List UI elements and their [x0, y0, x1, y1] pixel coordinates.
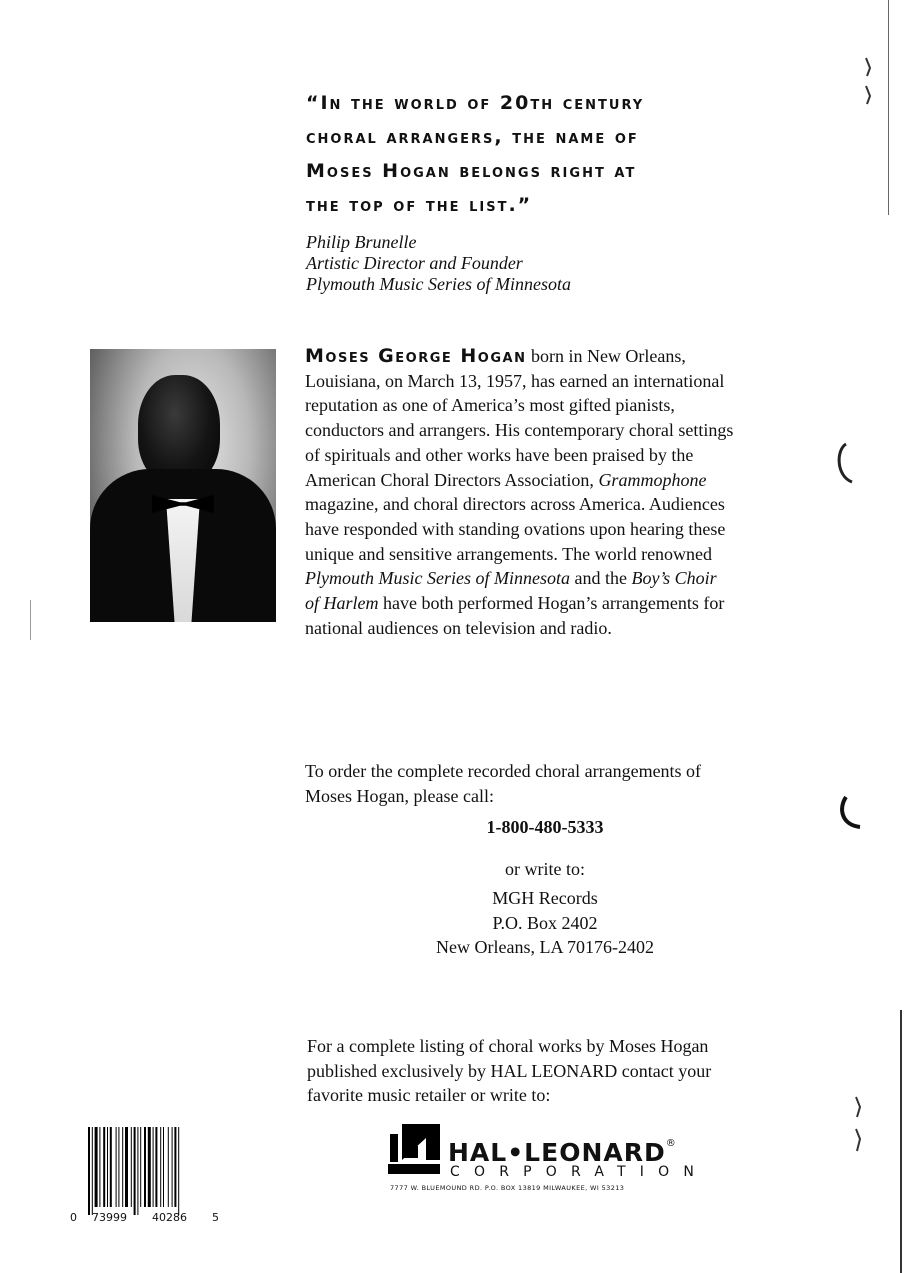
bio-text: and the: [569, 568, 632, 589]
barcode-bar: [174, 1127, 176, 1207]
bio-text: born in New Orleans,: [526, 346, 686, 366]
staple-mark-icon: [862, 56, 876, 106]
barcode-bar: [110, 1127, 112, 1207]
barcode-bar: [153, 1127, 154, 1207]
quote-line: choral arrangers, the name of: [306, 126, 639, 148]
quote-attribution: [306, 232, 726, 295]
barcode: [70, 1125, 220, 1225]
bio-italic: Plymouth Music Series of Minnesota: [305, 568, 570, 589]
listing-info: [307, 1034, 787, 1108]
barcode-bar: [144, 1127, 146, 1207]
binding-hole-mark-icon: [832, 440, 858, 488]
barcode-bar: [155, 1127, 157, 1207]
barcode-bar: [103, 1127, 105, 1207]
barcode-lead-digit: 0: [70, 1211, 77, 1224]
barcode-bar: [125, 1127, 128, 1207]
barcode-bars-icon: [86, 1127, 206, 1215]
barcode-bar: [178, 1127, 179, 1215]
barcode-bar: [122, 1127, 123, 1207]
barcode-bar: [95, 1127, 98, 1207]
bio-italic: Boy’s Choir: [631, 568, 717, 589]
staple-mark-icon: [852, 1095, 866, 1155]
bio-text: have both performed Hogan’s arrangements for: [378, 593, 725, 614]
barcode-bar: [99, 1127, 100, 1207]
quote-line: “In the world of 20th century: [306, 92, 645, 114]
bio-name: Moses George Hogan: [305, 345, 527, 367]
binding-hole-mark-icon: [836, 795, 862, 835]
bio-text: American Choral Directors Association,: [305, 469, 599, 490]
barcode-bar: [148, 1127, 151, 1207]
bio-text: have responded with standing ovations upon hearing these: [305, 518, 726, 539]
registered-mark: ®: [665, 1138, 677, 1149]
bio-text: Louisiana, on March 13, 1957, has earned an international: [305, 370, 725, 391]
order-text: Moses Hogan, please call:: [305, 785, 494, 806]
attribution-name: Philip Brunelle: [306, 232, 417, 252]
bio-text: magazine, and choral directors across America. Audiences: [305, 494, 725, 515]
quote-line: the top of the list.”: [306, 194, 533, 216]
bio-text: reputation as one of America’s most gifted pianists,: [305, 395, 675, 416]
bio-italic: of Harlem: [305, 593, 379, 614]
attribution-organization: Plymouth Music Series of Minnesota: [306, 274, 571, 294]
barcode-left-group: 73999: [92, 1211, 127, 1224]
barcode-bar: [137, 1127, 138, 1215]
bio-italic: Grammophone: [598, 469, 707, 490]
barcode-bar: [134, 1127, 136, 1215]
barcode-bar: [140, 1127, 141, 1207]
logo-corporation: CORPORATION: [450, 1164, 709, 1180]
barcode-right-group: 40286: [152, 1211, 187, 1224]
order-text: To order the complete recorded choral arrangements of: [305, 761, 702, 781]
bio-text: of spirituals and other works have been praised by the: [305, 444, 694, 465]
logo-brand-text: HAL•LEONARD: [448, 1138, 666, 1167]
listing-text: For a complete listing of choral works by Moses Hogan: [307, 1036, 709, 1056]
bio-text: unique and sensitive arrangements. The world renowned: [305, 543, 713, 564]
barcode-bar: [92, 1127, 93, 1215]
barcode-check-digit: 5: [212, 1211, 219, 1224]
scan-edge-line: [900, 1010, 902, 1273]
barcode-bar: [118, 1127, 119, 1207]
order-info: [305, 759, 785, 808]
hal-leonard-mark-icon: [388, 1124, 440, 1174]
address-line: P.O. Box 2402: [492, 912, 598, 933]
biography: [305, 344, 785, 640]
pull-quote: [306, 86, 806, 222]
address-line: MGH Records: [492, 888, 598, 908]
listing-text: published exclusively by HAL LEONARD contact your: [307, 1060, 712, 1081]
scan-edge-line: [888, 0, 889, 215]
barcode-bar: [160, 1127, 161, 1207]
scan-edge-line: [30, 600, 31, 640]
barcode-bar: [168, 1127, 169, 1207]
bio-text: national audiences on television and radio.: [305, 617, 612, 638]
hal-leonard-logo: [388, 1124, 708, 1196]
barcode-bar: [116, 1127, 117, 1207]
bio-text: conductors and arrangers. His contemporary choral settings: [305, 420, 734, 441]
mailing-address: [380, 886, 710, 960]
portrait-photo: [90, 349, 276, 622]
attribution-title: Artistic Director and Founder: [306, 253, 523, 273]
write-to-text: or write to:: [505, 859, 585, 879]
barcode-bar: [163, 1127, 164, 1207]
barcode-bar: [172, 1127, 173, 1207]
quote-line: Moses Hogan belongs right at: [306, 160, 637, 182]
barcode-bar: [107, 1127, 108, 1207]
logo-brand: [448, 1138, 677, 1167]
barcode-bar: [88, 1127, 90, 1215]
logo-address: 7777 W. BLUEMOUND RD. P.O. BOX 13819 MILWAUKEE, WI 53213: [390, 1184, 625, 1192]
listing-text: favorite music retailer or write to:: [307, 1085, 551, 1105]
phone-number: 1-800-480-5333: [486, 817, 604, 837]
address-line: New Orleans, LA 70176-2402: [436, 937, 654, 957]
barcode-bar: [131, 1127, 132, 1207]
